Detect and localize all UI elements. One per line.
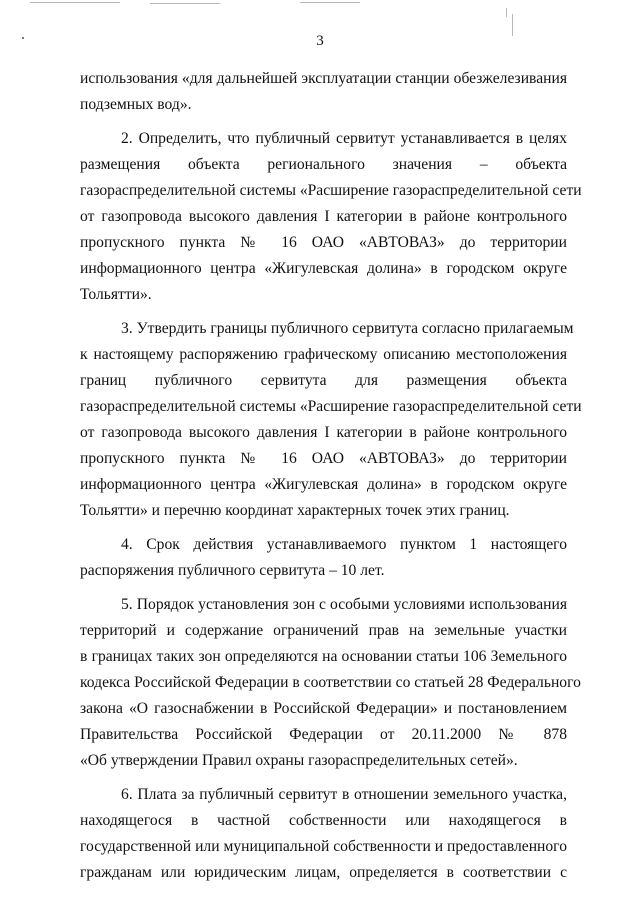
paragraph-4 (80, 532, 567, 584)
paragraph-1 (80, 66, 567, 118)
paragraph-3 (80, 316, 582, 523)
text-line: Тольятти» и перечню координат характерных точек этих границ. (80, 501, 510, 519)
text-line: закона «О газоснабжении в Российской Федерации» и постановлением (80, 699, 567, 717)
text-line: информационного центра «Жигулевская долина» в городском округе (80, 259, 567, 277)
paragraph-5 (80, 592, 581, 773)
text-line: 2. Определить, что публичный сервитут устанавливается в целях (121, 130, 567, 148)
text-line: в границах таких зон определяются на основании статьи 106 Земельного (80, 648, 567, 666)
text-line: газораспределительной системы «Расширение газораспределительной сети (80, 182, 582, 200)
document-body (80, 66, 582, 894)
text-line: государственной или муниципальной собственности и предоставленного (80, 837, 567, 855)
text-line: информационного центра «Жигулевская долина» в городском округе (80, 475, 567, 493)
text-line: находящегося в частной собственности или находящегося в (80, 811, 567, 829)
scan-artifact-top-line (300, 2, 360, 3)
text-line: Правительства Российской Федерации от 20.11.2000 № 878 (80, 725, 567, 743)
text-line: распоряжения публичного сервитута – 10 лет. (80, 561, 385, 579)
text-line: подземных вод». (80, 95, 192, 113)
scan-artifact-top-line (30, 2, 120, 3)
text-line: 3. Утвердить границы публичного сервитута согласно прилагаемым (121, 320, 574, 338)
text-line: кодекса Российской Федерации в соответствии со статьей 28 Федерального (80, 673, 581, 691)
text-line: границ публичного сервитута для размещения объекта (80, 371, 567, 389)
text-line: от газопровода высокого давления I категории в районе контрольного (80, 208, 567, 226)
text-line: газораспределительной системы «Расширение газораспределительной сети (80, 397, 582, 415)
text-line: 4. Срок действия устанавливаемого пунктом 1 настоящего (121, 535, 567, 553)
text-line: пропускного пункта № 16 ОАО «АВТОВАЗ» до территории (80, 233, 567, 251)
text-line: «Об утверждении Правил охраны газораспределительных сетей». (80, 751, 518, 769)
paragraph-2 (80, 126, 582, 307)
text-line: размещения объекта регионального значения – объекта (80, 156, 567, 174)
text-line: от газопровода высокого давления I категории в районе контрольного (80, 423, 567, 441)
scan-artifact-vertical-mark (506, 8, 507, 17)
text-line: к настоящему распоряжению графическому описанию местоположения (80, 346, 567, 364)
text-line: пропускного пункта № 16 ОАО «АВТОВАЗ» до территории (80, 449, 567, 467)
text-line: 6. Плата за публичный сервитут в отношении земельного участка, (121, 786, 567, 804)
text-line: использования «для дальнейшей эксплуатации станции обезжелезивания (80, 70, 567, 87)
scan-artifact-top-line (150, 3, 220, 4)
page-number: 3 (316, 33, 324, 49)
text-line: территорий и содержание ограничений прав на земельные участки (80, 622, 567, 640)
text-line: Тольятти». (80, 285, 152, 303)
paragraph-6 (80, 782, 567, 886)
text-line: 5. Порядок установления зон с особыми условиями использования (121, 596, 567, 614)
text-line: гражданам или юридическим лицам, определяется в соответствии с (80, 863, 567, 881)
